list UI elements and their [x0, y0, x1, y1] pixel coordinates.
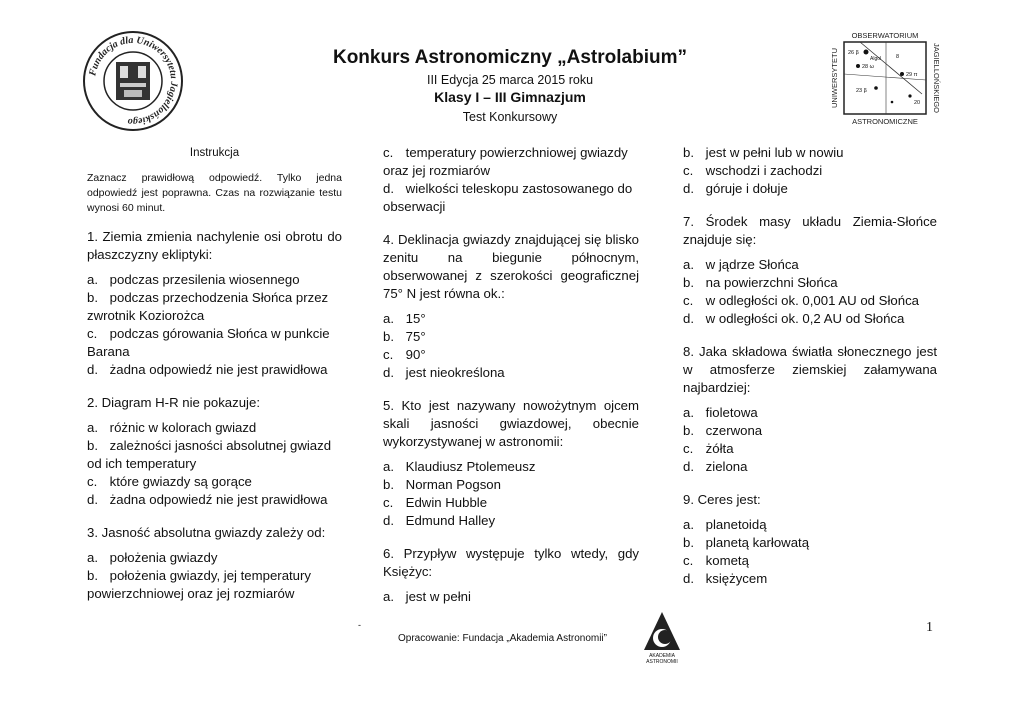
- star-label: 28 ω: [862, 64, 874, 70]
- option-text: wschodzi i zachodzi: [705, 163, 823, 178]
- answer-option: [683, 534, 937, 552]
- option-letter: a.: [683, 257, 694, 272]
- test-line: Test Konkursowy: [462, 110, 558, 124]
- option-text: Edwin Hubble: [405, 495, 488, 510]
- option-letter: b.: [683, 535, 694, 550]
- option-text: podczas górowania Słońca w punkcie Barana: [87, 326, 330, 359]
- answer-option: [683, 516, 937, 534]
- answer-option: [87, 549, 342, 567]
- star-label: 23 β: [856, 88, 867, 94]
- question-text: 4. Deklinacja gwiazdy znajdującej się blisko zenitu na biegunie północnym, obserwowanej z szerokości geograficznej 75° N jest równa ok.:: [383, 232, 639, 301]
- option-text: jest w pełni lub w nowiu: [705, 145, 844, 160]
- option-letter: c.: [87, 474, 98, 489]
- answer-option: [87, 271, 342, 289]
- footer-credit: Opracowanie: Fundacja „Akademia Astronomii”: [398, 633, 607, 644]
- answer-option: [683, 552, 937, 570]
- option-letter: d.: [683, 181, 694, 196]
- question-block: [683, 491, 937, 588]
- option-text: w jądrze Słońca: [705, 257, 799, 272]
- question-text: 6. Przypływ występuje tylko wtedy, gdy Księżyc:: [383, 546, 639, 579]
- answer-option: [383, 328, 639, 346]
- option-letter: d.: [87, 492, 98, 507]
- answer-option: [87, 491, 342, 509]
- option-text: jest nieokreślona: [405, 365, 505, 380]
- question-list: [87, 228, 342, 603]
- question-block: [383, 545, 639, 606]
- option-text: zielona: [705, 459, 748, 474]
- question-block: [383, 144, 639, 216]
- question-block: [683, 144, 937, 198]
- seal-ring-text: Fundacja dla Uniwersytetu Jagiellońskiego: [87, 34, 180, 128]
- option-text: planetą karłowatą: [705, 535, 810, 550]
- page-number: 1: [926, 620, 933, 635]
- option-letter: b.: [683, 423, 694, 438]
- option-letter: a.: [383, 589, 394, 604]
- option-text: planetoidą: [705, 517, 767, 532]
- option-text: w odległości ok. 0,001 AU od Słońca: [705, 293, 920, 308]
- option-text: żadna odpowiedź nie jest prawidłowa: [109, 492, 328, 507]
- option-text: czerwona: [705, 423, 763, 438]
- question-block: [87, 524, 342, 603]
- answer-option: [383, 364, 639, 382]
- option-letter: a.: [683, 405, 694, 420]
- option-letter: a.: [683, 517, 694, 532]
- page-title: Konkurs Astronomiczny „Astrolabium”: [332, 47, 687, 68]
- option-letter: d.: [683, 311, 694, 326]
- answer-options: [683, 256, 937, 328]
- column-1: [87, 144, 342, 618]
- star-label: 26 β: [848, 50, 859, 56]
- classes-line: Klasy I – III Gimnazjum: [434, 89, 586, 105]
- answer-option: [87, 437, 342, 473]
- option-text: podczas przesilenia wiosennego: [109, 272, 300, 287]
- question-block: [87, 228, 342, 379]
- answer-option: [683, 274, 937, 292]
- answer-option: [383, 494, 639, 512]
- answer-options: [683, 404, 937, 476]
- star-label: Algol: [870, 56, 882, 62]
- option-text: księżycem: [705, 571, 768, 586]
- option-letter: c.: [683, 293, 694, 308]
- option-letter: a.: [87, 550, 98, 565]
- edition-line: III Edycja 25 marca 2015 roku: [426, 73, 594, 87]
- answer-option: [87, 361, 342, 379]
- option-text: położenia gwiazdy, jej temperatury powierzchniowej oraz jej rozmiarów: [87, 568, 312, 601]
- akademia-logo-line1: AKADEMIA: [649, 653, 675, 659]
- option-letter: c.: [683, 163, 694, 178]
- option-letter: c.: [683, 441, 694, 456]
- option-letter: d.: [87, 362, 98, 377]
- option-text: różnic w kolorach gwiazd: [109, 420, 257, 435]
- answer-options: [383, 310, 639, 382]
- option-text: 75°: [405, 329, 426, 344]
- answer-option: [87, 325, 342, 361]
- option-text: temperatury powierzchniowej gwiazdy oraz jej rozmiarów: [383, 145, 628, 178]
- option-letter: d.: [683, 459, 694, 474]
- answer-options: [683, 516, 937, 588]
- answer-options: [87, 419, 342, 509]
- option-text: żadna odpowiedź nie jest prawidłowa: [109, 362, 328, 377]
- option-letter: b.: [383, 329, 394, 344]
- option-letter: c.: [383, 145, 394, 160]
- option-letter: a.: [383, 311, 394, 326]
- question-text: 1. Ziemia zmienia nachylenie osi obrotu do płaszczyzny ekliptyki:: [87, 229, 342, 262]
- answer-option: [683, 422, 937, 440]
- question-list: [383, 144, 639, 606]
- answer-option: [383, 310, 639, 328]
- akademia-logo-line2: ASTRONOMII: [646, 659, 678, 665]
- question-block: [383, 231, 639, 382]
- answer-options: [87, 271, 342, 379]
- answer-option: [383, 144, 639, 180]
- option-letter: c.: [383, 347, 394, 362]
- option-letter: a.: [87, 272, 98, 287]
- column-2: [383, 144, 639, 621]
- option-text: góruje i dołuje: [705, 181, 788, 196]
- answer-option: [683, 310, 937, 328]
- option-text: Norman Pogson: [405, 477, 501, 492]
- logo-top-text: OBSERWATORIUM: [851, 31, 919, 40]
- answer-options: [683, 144, 937, 198]
- option-text: kometą: [705, 553, 749, 568]
- foundation-seal-logo: [82, 30, 184, 132]
- option-letter: a.: [87, 420, 98, 435]
- option-text: 15°: [405, 311, 426, 326]
- question-block: [87, 394, 342, 509]
- star-label: 8: [896, 54, 900, 60]
- answer-option: [683, 292, 937, 310]
- answer-option: [383, 458, 639, 476]
- option-letter: b.: [87, 438, 98, 453]
- question-text: 8. Jaka składowa światła słonecznego jest w atmosferze ziemskiej załamywana najbardziej:: [683, 344, 937, 395]
- question-text: 7. Środek masy układu Ziemia-Słońce znajduje się:: [683, 214, 937, 247]
- answer-option: [683, 256, 937, 274]
- question-text: 5. Kto jest nazywany nowożytnym ojcem skali jasności gwiazdowej, obecnie wykorzystywanej w astronomii:: [383, 398, 639, 449]
- option-letter: b.: [683, 275, 694, 290]
- option-text: w odległości ok. 0,2 AU od Słońca: [705, 311, 905, 326]
- answer-option: [683, 404, 937, 422]
- answer-option: [383, 180, 639, 216]
- option-letter: b.: [383, 477, 394, 492]
- option-text: podczas przechodzenia Słońca przez zwrotnik Koziorożca: [87, 290, 329, 323]
- answer-option: [683, 162, 937, 180]
- logo-left-text: UNIWERSYTETU: [830, 48, 839, 108]
- question-block: [683, 213, 937, 328]
- answer-options: [87, 549, 342, 603]
- instruction-text: Zaznacz prawidłową odpowiedź. Tylko jedna odpowiedź jest poprawna. Czas na rozwiązanie testu wynosi 60 minut.: [87, 172, 342, 214]
- answer-options: [383, 588, 639, 606]
- answer-option: [683, 570, 937, 588]
- option-text: 90°: [405, 347, 426, 362]
- option-letter: d.: [383, 365, 394, 380]
- option-text: wielkości teleskopu zastosowanego do obserwacji: [383, 181, 633, 214]
- star-label: 29 π: [906, 72, 918, 78]
- answer-option: [683, 440, 937, 458]
- answer-option: [383, 588, 639, 606]
- option-text: jest w pełni: [405, 589, 471, 604]
- option-text: żółta: [705, 441, 734, 456]
- option-letter: c.: [87, 326, 98, 341]
- observatory-logo: [826, 30, 944, 126]
- logo-right-text: JAGIELLOŃSKIEGO: [932, 42, 941, 114]
- instruction-heading: Instrukcja: [189, 147, 240, 159]
- option-letter: d.: [683, 571, 694, 586]
- option-text: Klaudiusz Ptolemeusz: [405, 459, 536, 474]
- answer-options: [383, 458, 639, 530]
- answer-option: [383, 346, 639, 364]
- option-text: na powierzchni Słońca: [705, 275, 838, 290]
- option-text: fioletowa: [705, 405, 758, 420]
- question-text: 3. Jasność absolutna gwiazdy zależy od:: [87, 525, 326, 540]
- option-letter: d.: [383, 181, 394, 196]
- option-text: położenia gwiazdy: [109, 550, 218, 565]
- question-text: 9. Ceres jest:: [683, 492, 761, 507]
- answer-option: [87, 567, 342, 603]
- answer-option: [87, 419, 342, 437]
- answer-option: [683, 458, 937, 476]
- answer-option: [383, 476, 639, 494]
- option-letter: b.: [87, 568, 98, 583]
- option-letter: a.: [383, 459, 394, 474]
- question-list: [683, 144, 937, 588]
- option-text: Edmund Halley: [405, 513, 496, 528]
- answer-option: [87, 289, 342, 325]
- answer-options: [383, 144, 639, 216]
- question-text: 2. Diagram H-R nie pokazuje:: [87, 395, 260, 410]
- option-letter: c.: [383, 495, 394, 510]
- footer-dash: -: [358, 620, 361, 630]
- answer-option: [383, 512, 639, 530]
- akademia-logo: [640, 610, 684, 666]
- answer-option: [683, 180, 937, 198]
- answer-option: [87, 473, 342, 491]
- star-label: 20: [914, 100, 921, 106]
- option-letter: c.: [683, 553, 694, 568]
- option-letter: b.: [87, 290, 98, 305]
- option-letter: d.: [383, 513, 394, 528]
- option-text: zależności jasności absolutnej gwiazd od ich temperatury: [87, 438, 332, 471]
- option-text: które gwiazdy są gorące: [109, 474, 252, 489]
- question-block: [383, 397, 639, 530]
- column-3: [683, 144, 937, 603]
- answer-option: [683, 144, 937, 162]
- option-letter: b.: [683, 145, 694, 160]
- question-block: [683, 343, 937, 476]
- logo-bottom-text: ASTRONOMICZNE: [852, 117, 918, 126]
